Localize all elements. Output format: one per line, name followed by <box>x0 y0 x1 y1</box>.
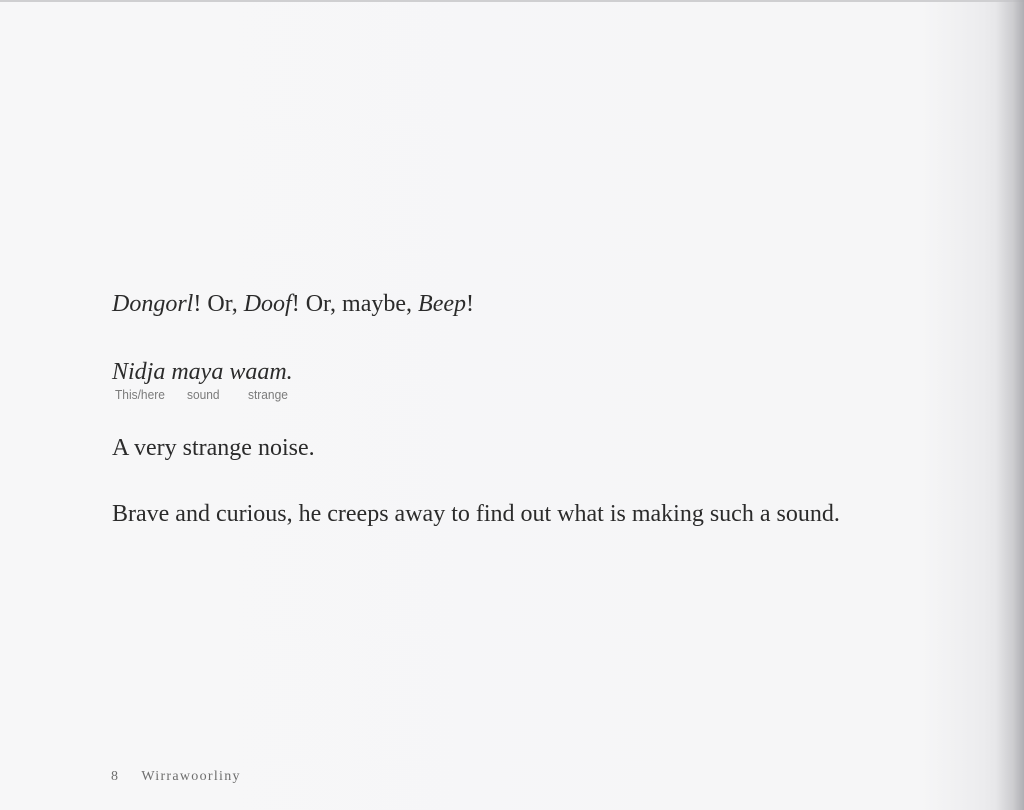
page-number: 8 <box>111 769 120 784</box>
gloss-this-here: This/here <box>115 387 165 402</box>
text-exclaim: ! <box>466 291 474 317</box>
word-beep: Beep <box>418 291 466 317</box>
page-gutter-shadow <box>996 0 1024 810</box>
translation-line: A very strange noise. <box>112 435 315 461</box>
book-title: Wirrawoorliny <box>141 769 241 784</box>
word-dongorl: Dongorl <box>112 291 194 317</box>
text-line-sounds <box>112 292 474 316</box>
gloss-strange: strange <box>248 387 288 402</box>
word-doof: Doof <box>243 291 292 317</box>
gloss-sound: sound <box>187 387 220 402</box>
narrative-line: Brave and curious, he creeps away to find out what is making such a sound. <box>112 501 840 527</box>
page-top-edge <box>0 0 1024 2</box>
indigenous-phrase: Nidja maya waam. <box>112 359 293 385</box>
page-footer <box>111 770 241 784</box>
text-or-1: ! Or, <box>193 291 244 317</box>
text-or-maybe: ! Or, maybe, <box>291 291 419 317</box>
